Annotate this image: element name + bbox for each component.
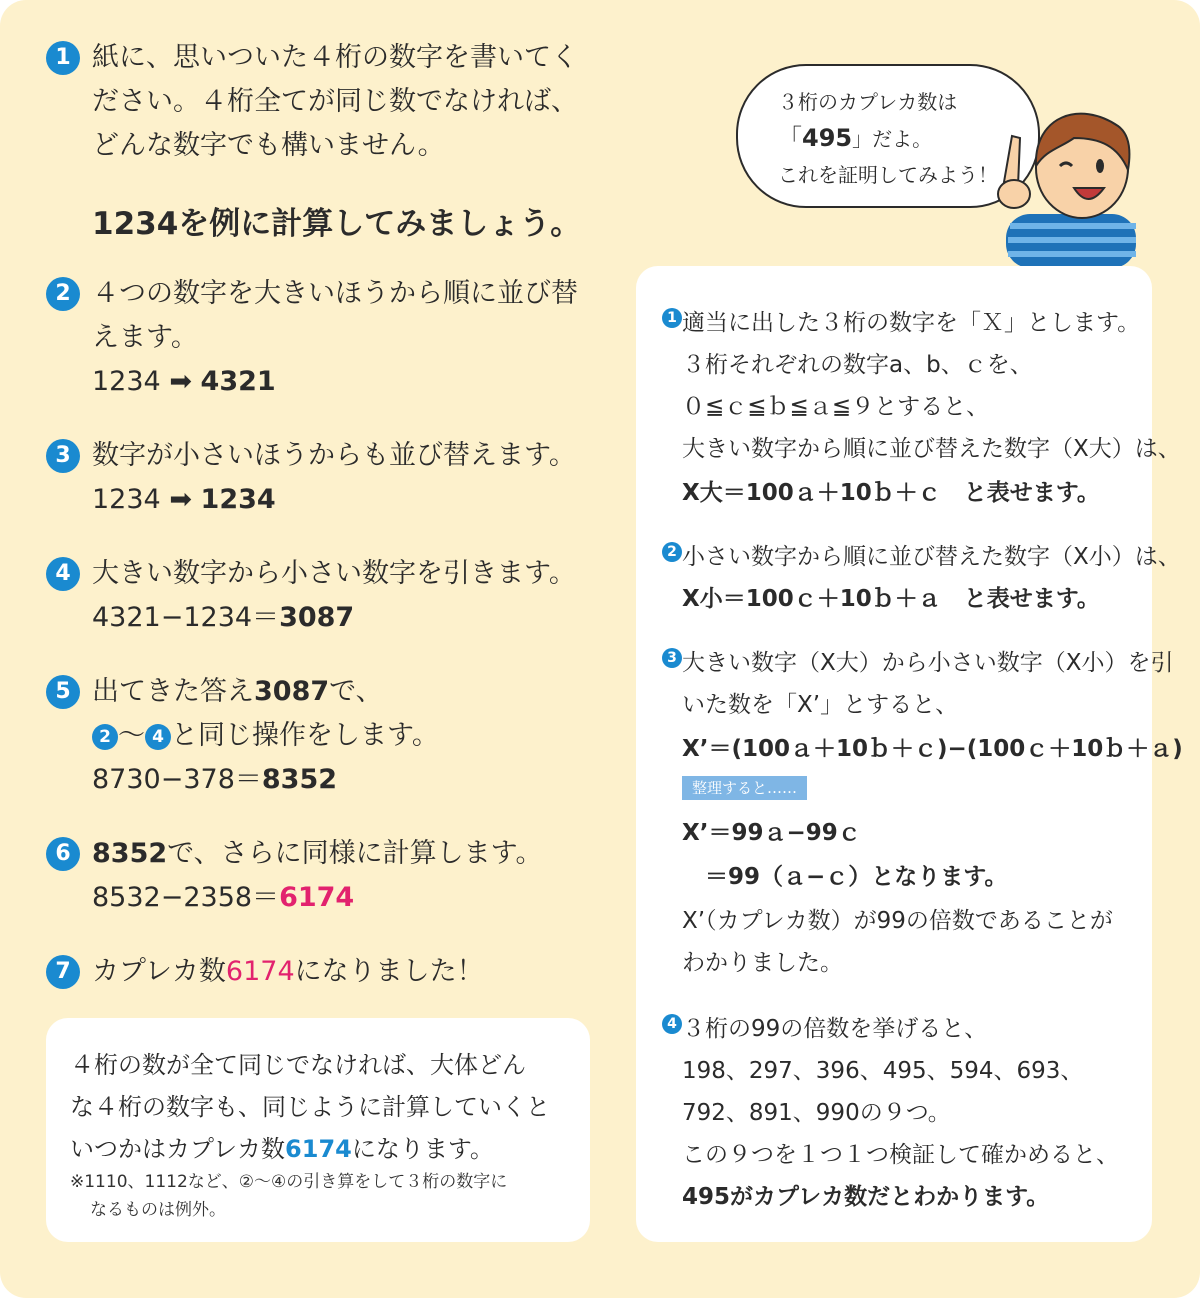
summary-note — [46, 1018, 590, 1242]
example-heading: 1234を例に計算してみましょう。 — [92, 206, 582, 242]
step-calc: 4321−1234＝3087 — [92, 602, 355, 633]
step-text: 紙に、思いついた４桁の数字を書いてく — [92, 42, 578, 73]
step-number: 3 — [46, 439, 80, 473]
step-text: えます。 — [92, 322, 198, 353]
step-number: 4 — [46, 557, 80, 591]
proof-line: X’（カプレカ数）が99の倍数であることが — [682, 908, 1113, 934]
step-ref-badge: 2 — [92, 724, 118, 750]
proof-panel — [636, 266, 1183, 1242]
note-text: な４桁の数字も、同じように計算していくと — [70, 1093, 550, 1121]
arrow-icon: ➡ — [169, 366, 192, 397]
proof-tag: 整理すると…… — [682, 776, 807, 800]
proof-line: 495がカプレカ数だとわかります。 — [682, 1184, 1050, 1210]
step-number: 5 — [46, 675, 80, 709]
note-text: いつかはカプレカ数6174になります。 — [70, 1135, 494, 1163]
proof-line: ３桁の99の倍数を挙げると、 — [682, 1016, 988, 1042]
step-number: 2 — [46, 277, 80, 311]
step-text: 出てきた答え3087で、 — [92, 676, 383, 707]
note-footnote: なるものは例外。 — [90, 1200, 226, 1220]
proof-line: 適当に出した３桁の数字を「Ｘ」とします。 — [682, 310, 1141, 336]
step-text: 2 〜 4 と同じ操作をします。 — [92, 714, 439, 758]
proof-number: 2 — [662, 542, 682, 562]
proof-line: X大＝100ａ＋10ｂ＋ｃ と表せます。 — [682, 480, 1100, 506]
step-ref-badge: 4 — [145, 724, 171, 750]
bubble-text: ３桁のカプレカ数は — [778, 90, 958, 114]
proof-line: 大きい数字から順に並び替えた数字（X大）は、 — [682, 436, 1181, 462]
step-text: どんな数字でも構いません。 — [92, 130, 445, 161]
step-calc: 8730−378＝8352 — [92, 764, 338, 795]
proof-line: X小＝100ｃ＋10ｂ＋ａ と表せます。 — [682, 586, 1100, 612]
proof-line: X’＝(100ａ＋10ｂ＋ｃ)−(100ｃ＋10ｂ＋ａ) — [682, 736, 1183, 762]
note-text: ４桁の数が全て同じでなければ、大体どん — [70, 1051, 526, 1079]
proof-line: この９つを１つ１つ検証して確かめると、 — [682, 1142, 1119, 1168]
bubble-text: これを証明してみよう！ — [778, 163, 998, 187]
proof-line: いた数を「X’」とすると、 — [682, 692, 959, 718]
boy-illustration — [990, 86, 1140, 268]
proof-line: 小さい数字から順に並び替えた数字（X小）は、 — [682, 544, 1181, 570]
step-text: ４つの数字を大きいほうから順に並び替 — [92, 278, 578, 309]
step-text: 大きい数字から小さい数字を引きます。 — [92, 558, 576, 589]
proof-number: 3 — [662, 648, 682, 668]
proof-number: 4 — [662, 1014, 682, 1034]
step-text: カプレカ数6174になりました！ — [92, 956, 484, 987]
step-calc: 1234 ➡ 1234 — [92, 484, 276, 515]
step-calc: 8532−2358＝6174 — [92, 882, 355, 913]
proof-line: ３桁それぞれの数字a、b、ｃを、 — [682, 352, 1033, 378]
proof-line: 198、297、396、495、594、693、 — [682, 1058, 1084, 1084]
arrow-icon: ➡ — [169, 484, 192, 515]
step-text: ださい。４桁全てが同じ数でなければ、 — [92, 86, 578, 117]
proof-line: X’＝99ａ−99ｃ — [682, 820, 861, 846]
step-number: 7 — [46, 955, 80, 989]
proof-line: 792、891、990の９つ。 — [682, 1100, 951, 1126]
eye-right — [1096, 159, 1104, 173]
step-text: 数字が小さいほうからも並び替えます。 — [92, 440, 576, 471]
hand — [998, 180, 1030, 208]
proof-line: ＝99（ａ−ｃ）となります。 — [682, 864, 1008, 890]
step-number: 1 — [46, 41, 80, 75]
note-footnote: ※1110、1112など、②〜④の引き算をして３桁の数字に — [70, 1172, 508, 1192]
proof-line: わかりました。 — [682, 950, 843, 976]
bubble-text: 「495」だよ。 — [778, 124, 933, 152]
step-calc: 1234 ➡ 4321 — [92, 366, 276, 397]
pointing-finger — [1004, 136, 1020, 186]
proof-line: ０≦ｃ≦ｂ≦ａ≦９とすると、 — [682, 394, 990, 420]
proof-number: 1 — [662, 308, 682, 328]
proof-line: 大きい数字（X大）から小さい数字（X小）を引 — [682, 650, 1174, 676]
step-text: 8352で、さらに同様に計算します。 — [92, 838, 543, 869]
step-number: 6 — [46, 837, 80, 871]
